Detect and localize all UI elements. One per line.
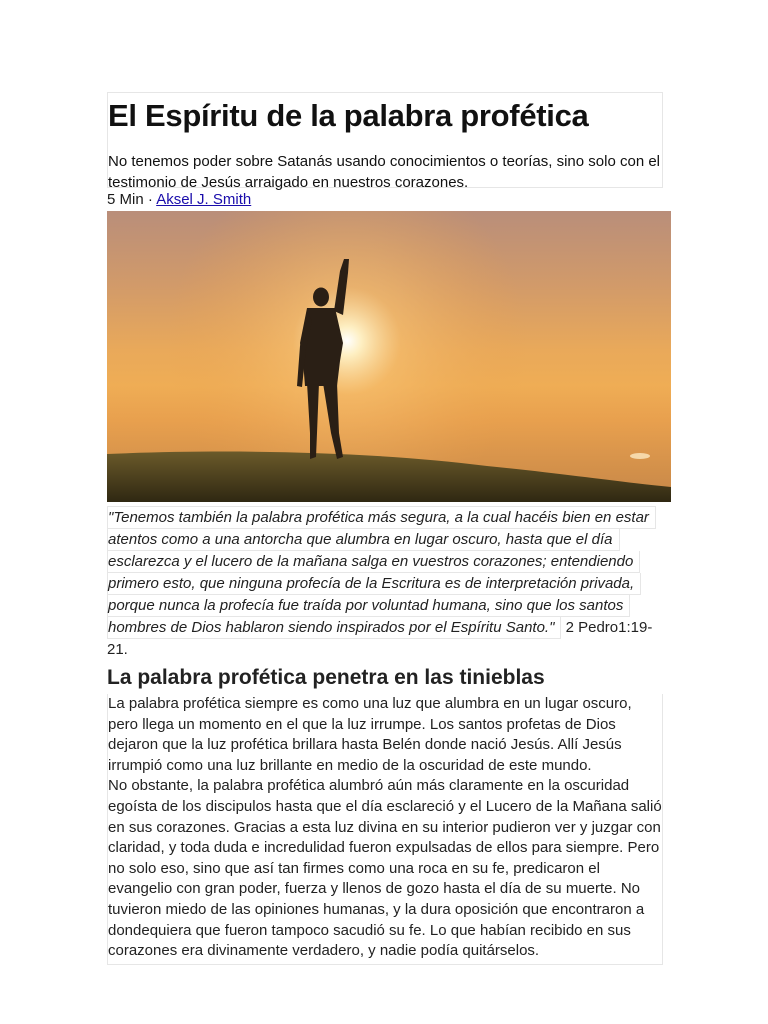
hero-image [107,211,671,502]
article [107,92,663,965]
quote-line: hombres de Dios hablaron siendo inspirados por el Espíritu Santo." [107,617,561,639]
quote-line: "Tenemos también la palabra profética más segura, a la cual hacéis bien en estar [107,506,656,529]
read-time: 5 Min · [107,191,157,208]
sunset-silhouette-image [107,211,671,502]
article-header [107,92,663,191]
paragraph: La palabra profética siempre es como una luz que alumbra en un lugar oscuro, pero llega un momento en el que la luz irrumpe. Los santos profetas de Dios dejaron que la luz profética brillara hasta Belén donde nació Jesús. Allí Jesús irrumpió como una luz brillante en medio de la oscuridad de este mundo. [108,695,632,774]
page-title: El Espíritu de la palabra profética [108,98,589,133]
quote-reference: 2 Pedro1:19-21. [107,619,653,658]
section-heading: La palabra profética penetra en las tinieblas [107,666,545,689]
section-body [107,694,663,965]
author-link[interactable]: Aksel J. Smith [156,191,252,208]
paragraph: No obstante, la palabra profética alumbró aún más claramente en la oscuridad egoísta de los discipulos hasta que el día esclareció y el Lucero de la Mañana salió en sus corazones. Gracias a esta luz divina en su interior pudieron ver y juzgar con claridad, y toda duda e incredulidad fueron expulsadas de ellos para siempre. Pero no solo eso, sino que así tan firmes como una roca en su fe, predicaron el evangelio con gran poder, fuerza y llenos de gozo hasta el día de su muerte. No tuvieron miedo de las opiniones humanas, y la dura oposición que encontraron a dondequiera que fueron tampoco sacudió su fe. Lo que habían recibido en sus corazones era divinamente verdadero, y nadie podía quitárselos. [108,777,662,960]
scripture-quote [107,506,663,660]
quote-line: primero esto, que ninguna profecía de la Escritura es de interpretación privada, [107,573,641,595]
quote-last-line [107,619,652,658]
quote-line: porque nunca la profecía fue traída por voluntad humana, sino que los santos [107,595,630,617]
quote-line: esclarezca y el lucero de la mañana salga en vuestros corazones; entendiendo [107,551,640,573]
article-subtitle: No tenemos poder sobre Satanás usando conocimientos o teorías, sino solo con el testimonio de Jesús arraigado en nuestros corazones. [108,153,660,191]
article-meta [107,190,663,210]
quote-line: atentos como a una antorcha que alumbra en lugar oscuro, hasta que el día [107,529,620,551]
